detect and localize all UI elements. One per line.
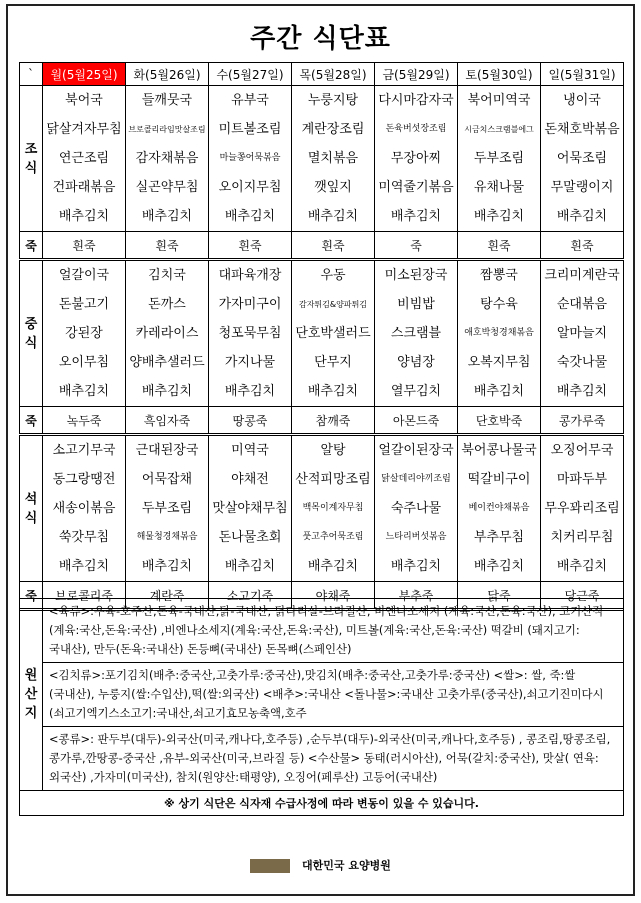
menu-item: 배추김치 (224, 209, 276, 224)
menu-item: 북어미역국 (467, 93, 531, 108)
menu-item: 두부조림 (141, 501, 193, 516)
menu-item: 카레라이스 (135, 326, 199, 341)
menu-item: 알마늘지 (556, 326, 608, 341)
menu-item: 배추김치 (141, 384, 193, 399)
menu-item: 무말랭이지 (550, 180, 614, 195)
menu-item: 배추김치 (473, 209, 525, 224)
menu-item: 짬뽕국 (480, 268, 518, 283)
menu-item: 미역줄기볶음 (378, 180, 454, 195)
menu-item: 얼갈이국 (58, 268, 110, 283)
menu-item: 무우꽈리조림 (544, 501, 620, 516)
menu-item: 대파육개장 (218, 268, 282, 283)
menu-item: 어묵잡채 (141, 472, 193, 487)
juk-cell: 닭죽 (458, 582, 541, 610)
menu-item: 배추김치 (390, 209, 442, 224)
meal-label: 중 식 (20, 260, 43, 407)
menu-item: 미트볼조림 (218, 122, 282, 137)
menu-item: 북어국 (65, 93, 103, 108)
menu-item: 냉이국 (563, 93, 601, 108)
menu-item: 다시마감자국 (378, 93, 454, 108)
origin-table (19, 598, 624, 816)
menu-item: 새송이볶음 (52, 501, 116, 516)
meal-label: 석 식 (20, 435, 43, 582)
menu-item: 닭살데리야끼조림 (381, 474, 451, 484)
day-header-row (20, 63, 624, 86)
menu-cell (458, 86, 541, 232)
juk-cell: 야채죽 (292, 582, 375, 610)
menu-item: 건파래볶음 (52, 180, 116, 195)
menu-item: 돈채호박볶음 (544, 122, 620, 137)
page-title: 주간 식단표 (250, 24, 391, 54)
juk-row (20, 407, 624, 435)
menu-item: 북어콩나물국 (461, 443, 537, 458)
menu-item: 연근조림 (58, 151, 110, 166)
meal-row (20, 260, 624, 407)
menu-cell (209, 435, 292, 582)
menu-item: 미소된장국 (384, 268, 448, 283)
juk-cell: 땅콩죽 (209, 407, 292, 435)
menu-item: 누룽지탕 (307, 93, 359, 108)
menu-item: 두부조림 (473, 151, 525, 166)
notice-text: ※ 상기 식단은 식자재 수급사정에 따라 변동이 있을 수 있습니다. (20, 791, 624, 816)
menu-item: 시금치스크램블에그 (464, 125, 534, 134)
menu-item: 단무지 (314, 355, 352, 370)
juk-cell: 흰죽 (458, 232, 541, 260)
menu-item: 동그랑땡전 (52, 472, 116, 487)
juk-cell: 단호박죽 (458, 407, 541, 435)
menu-item: 닭살겨자무침 (46, 122, 122, 137)
corner-cell: ` (20, 63, 43, 86)
juk-cell: 흰죽 (43, 232, 126, 260)
origin-row (20, 599, 624, 663)
origin-row (20, 727, 624, 791)
menu-item: 백목이계자무침 (302, 503, 364, 513)
menu-item: 돈육버섯장조림 (385, 124, 447, 134)
menu-cell (541, 86, 624, 232)
menu-item: 배추김치 (141, 209, 193, 224)
menu-item: 스크램블 (390, 326, 442, 341)
menu-item: 단호박샐러드 (295, 326, 371, 341)
menu-item: 청포묵무침 (218, 326, 282, 341)
day-header-7: 일(5월31일) (541, 63, 624, 86)
menu-item: 유채나물 (473, 180, 525, 195)
menu-item: 깻잎지 (314, 180, 352, 195)
menu-item: 탕수육 (480, 297, 518, 312)
meal-label: 조 식 (20, 86, 43, 232)
hospital-logo (250, 859, 290, 873)
menu-item: 오징어무국 (550, 443, 614, 458)
menu-item: 야채전 (231, 472, 269, 487)
menu-item: 계란장조림 (301, 122, 365, 137)
footer (0, 857, 641, 873)
menu-item: 소고기무국 (52, 443, 116, 458)
origin-row (20, 663, 624, 727)
menu-cell (126, 86, 209, 232)
juk-cell: 흰죽 (126, 232, 209, 260)
menu-item: 우동 (320, 268, 346, 283)
menu-item: 숙주나물 (390, 501, 442, 516)
menu-item: 배추김치 (307, 559, 359, 574)
menu-cell (292, 86, 375, 232)
menu-item: 배추김치 (58, 559, 110, 574)
menu-cell (43, 435, 126, 582)
menu-cell (209, 260, 292, 407)
juk-cell: 당근죽 (541, 582, 624, 610)
juk-cell: 흰죽 (292, 232, 375, 260)
menu-item: 부추무침 (473, 530, 525, 545)
day-header-1: 월(5월25일) (43, 63, 126, 86)
origin-block: <콩류>: 판두부(대두)-외국산(미국,캐나다,호주등) ,순두부(대두)-외국산(미국,캐나다,호주등) , 콩조림,땅콩조림,콩가루,깐땅콩-중국산 ,유부-외국산(미국,브라질 등) <수산물> 동태(러시아산), 어묵(갈치:중국산), 맛살( 연육:외국산) ,가자미(미국산), 참치(원양산:태평양), 오징어(페루산) 고등어(국내산) (43, 727, 624, 791)
menu-item: 느타리버섯볶음 (385, 532, 447, 542)
juk-cell: 녹두죽 (43, 407, 126, 435)
menu-cell (43, 260, 126, 407)
juk-cell: 부추죽 (375, 582, 458, 610)
day-header-4: 목(5월28일) (292, 63, 375, 86)
juk-cell: 참깨죽 (292, 407, 375, 435)
menu-item: 애호박청경채볶음 (464, 328, 534, 338)
menu-item: 김치국 (148, 268, 186, 283)
juk-row (20, 232, 624, 260)
menu-item: 배추김치 (473, 384, 525, 399)
menu-item: 근대된장국 (135, 443, 199, 458)
menu-item: 배추김치 (141, 559, 193, 574)
menu-item: 가자미구이 (218, 297, 282, 312)
menu-item: 비빔밥 (397, 297, 435, 312)
menu-item: 해물청경채볶음 (136, 532, 198, 542)
menu-item: 들깨뭇국 (141, 93, 193, 108)
menu-item: 크리미계란국 (544, 268, 620, 283)
menu-item: 배추김치 (556, 209, 608, 224)
menu-item: 어묵조림 (556, 151, 608, 166)
menu-cell (541, 435, 624, 582)
menu-item: 오이무침 (58, 355, 110, 370)
juk-cell: 흑임자죽 (126, 407, 209, 435)
menu-cell (43, 86, 126, 232)
menu-item: 배추김치 (307, 209, 359, 224)
menu-item: 치커리무침 (550, 530, 614, 545)
menu-cell (541, 260, 624, 407)
menu-table (19, 62, 624, 611)
menu-item: 숙갓나물 (556, 355, 608, 370)
juk-label: 죽 (20, 232, 43, 260)
juk-cell: 소고기죽 (209, 582, 292, 610)
menu-item: 알탕 (320, 443, 346, 458)
menu-cell (292, 260, 375, 407)
menu-cell (375, 86, 458, 232)
origin-label: 원 산 지 (20, 599, 43, 791)
menu-item: 베이컨야채볶음 (468, 503, 530, 513)
menu-item: 미역국 (231, 443, 269, 458)
menu-item: 마파두부 (556, 472, 608, 487)
juk-cell: 흰죽 (541, 232, 624, 260)
hospital-name: 대한민국 요양병원 (302, 859, 391, 872)
menu-item: 배추김치 (390, 559, 442, 574)
menu-item: 맛살야채무침 (212, 501, 288, 516)
menu-item: 유부국 (231, 93, 269, 108)
juk-cell: 콩가루죽 (541, 407, 624, 435)
menu-item: 브로콜리라임맛살조림 (128, 125, 206, 134)
menu-cell (126, 435, 209, 582)
menu-item: 배추김치 (58, 384, 110, 399)
menu-item: 강된장 (65, 326, 103, 341)
menu-item: 산적피망조림 (295, 472, 371, 487)
menu-item: 양배추샐러드 (129, 355, 205, 370)
menu-cell (375, 435, 458, 582)
meal-row (20, 435, 624, 582)
juk-label: 죽 (20, 582, 43, 610)
menu-item: 배추김치 (556, 384, 608, 399)
menu-item: 열무김치 (390, 384, 442, 399)
menu-item: 양념장 (397, 355, 435, 370)
menu-item: 떡갈비구이 (467, 472, 531, 487)
menu-item: 쑥갓무침 (58, 530, 110, 545)
origin-block: <김치류>:포기김치(배추:중국산,고춧가루:중국산),맛김치(배추:중국산,고춧가루:중국산) <쌀>: 쌀, 죽:쌀(국내산), 누룽지(쌀:수입산),떡(쌀:외국산) <배추>:국내산 <돌나물>:국내산 고춧가루(중국산),쇠고기진미다시(쇠고기엑기스소고기:국내산,쇠고기효모농축액,호주 (43, 663, 624, 727)
juk-cell: 흰죽 (209, 232, 292, 260)
day-header-6: 토(5월30일) (458, 63, 541, 86)
juk-cell: 브로콜리죽 (43, 582, 126, 610)
menu-item: 배추김치 (307, 384, 359, 399)
menu-item: 돈불고기 (58, 297, 110, 312)
menu-item: 돈까스 (148, 297, 186, 312)
menu-cell (126, 260, 209, 407)
day-header-2: 화(5월26일) (126, 63, 209, 86)
menu-cell (292, 435, 375, 582)
menu-item: 가지나물 (224, 355, 276, 370)
menu-item: 배추김치 (224, 384, 276, 399)
juk-cell: 계란죽 (126, 582, 209, 610)
menu-item: 돈나물초회 (218, 530, 282, 545)
menu-item: 실곤약무침 (135, 180, 199, 195)
menu-cell (209, 86, 292, 232)
menu-item: 감자튀김&양파튀김 (298, 300, 368, 309)
menu-item: 풋고추어묵조림 (302, 532, 364, 542)
menu-item: 배추김치 (224, 559, 276, 574)
menu-item: 무장아찌 (390, 151, 442, 166)
menu-item: 배추김치 (556, 559, 608, 574)
meal-row (20, 86, 624, 232)
menu-cell (458, 435, 541, 582)
juk-label: 죽 (20, 407, 43, 435)
menu-item: 멸치볶음 (307, 151, 359, 166)
menu-item: 감자채볶음 (135, 151, 199, 166)
origin-block: <육류>:우육-호주산,돈육-국내산,닭-국내산, 닭다리살-브라질산, 비엔나소세지 (계육:국산,돈육:국산), 고기산적(계육:국산,돈육:국산) ,비엔나소세지(계육:국산,돈육:국산), 미트볼(계육:국산,돈육:국산) 떡갈비 (돼지고기:국내산), 만두(돈육:국내산) 돈등뼈(국내산) 돈목뼈(스페인산) (43, 599, 624, 663)
menu-item: 얼갈이된장국 (378, 443, 454, 458)
menu-item: 마늘쫑어묵볶음 (219, 153, 281, 163)
menu-item: 배추김치 (473, 559, 525, 574)
juk-cell: 죽 (375, 232, 458, 260)
menu-item: 오이지무침 (218, 180, 282, 195)
day-header-3: 수(5월27일) (209, 63, 292, 86)
day-header-5: 금(5월29일) (375, 63, 458, 86)
menu-item: 순대볶음 (556, 297, 608, 312)
juk-cell: 아몬드죽 (375, 407, 458, 435)
menu-cell (375, 260, 458, 407)
menu-item: 배추김치 (58, 209, 110, 224)
menu-item: 오복지무침 (467, 355, 531, 370)
menu-cell (458, 260, 541, 407)
